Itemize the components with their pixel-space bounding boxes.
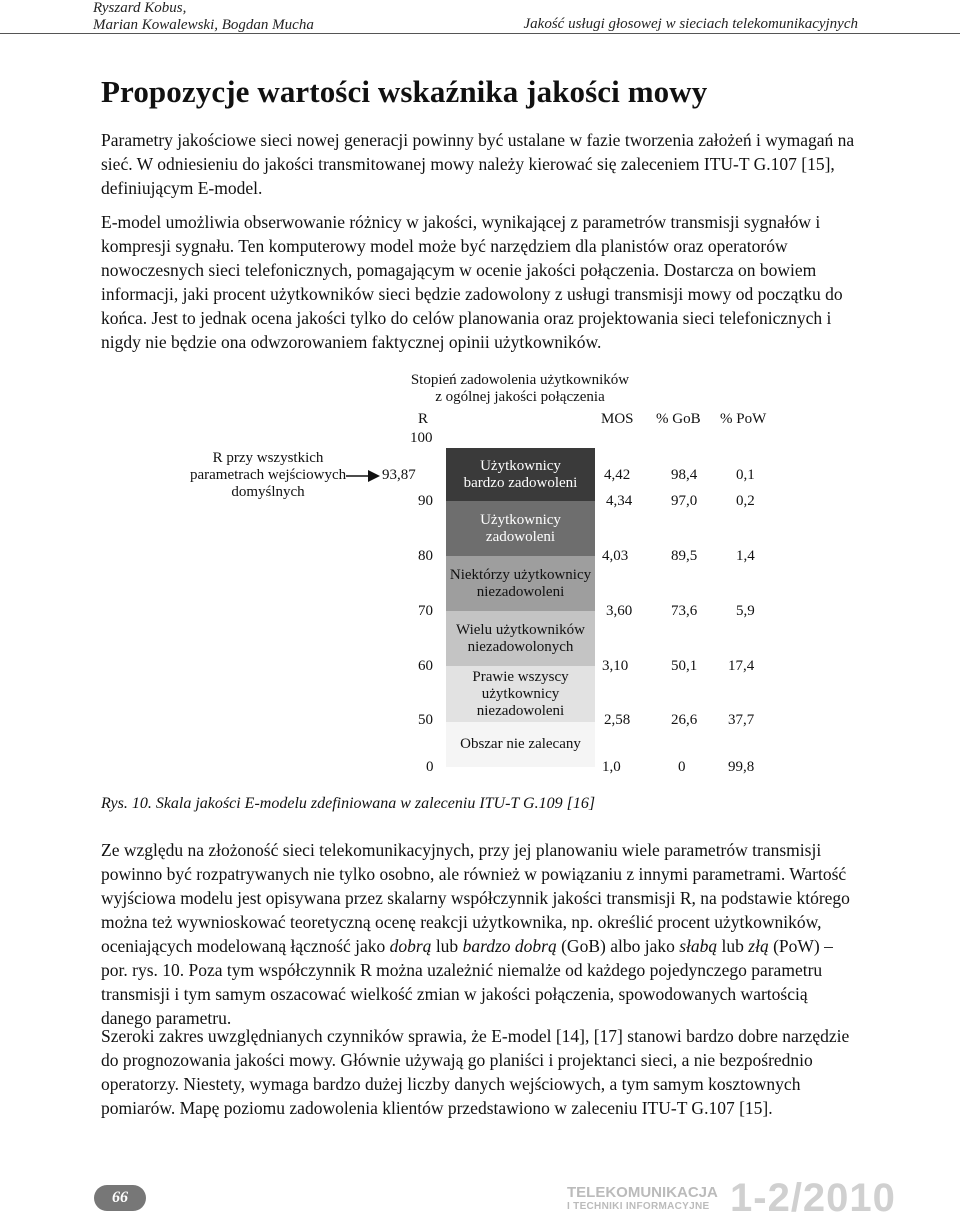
running-header-title: Jakość usługi głosowej w sieciach telekomunikacyjnych xyxy=(523,16,858,32)
journal-logo xyxy=(567,1186,718,1214)
text-run: lub xyxy=(717,936,749,956)
r-tick-80: 80 xyxy=(418,548,433,564)
r-tick-93-87: 93,87 xyxy=(382,467,416,483)
band-satisfied-line-2: zadowoleni xyxy=(485,528,556,545)
journal-name-line-1: TELEKOMUNIKACJA xyxy=(567,1184,718,1201)
default-parameters-label-line-1: R przy wszystkich xyxy=(212,450,324,466)
figure-title-line-1: Stopień zadowolenia użytkowników xyxy=(410,372,630,388)
row-gob: 50,1 xyxy=(671,658,698,674)
default-parameters-label-line-2: parametrach wejściowych xyxy=(190,467,347,483)
band-satisfied xyxy=(446,501,595,556)
band-some-dissatisfied xyxy=(446,556,595,611)
row-mos: 4,34 xyxy=(606,493,633,509)
row-pow: 0,2 xyxy=(736,493,755,509)
default-parameters-label-line-3: domyślnych xyxy=(231,484,305,500)
row-gob: 98,4 xyxy=(671,467,698,483)
row-gob: 89,5 xyxy=(671,548,698,564)
row-gob: 26,6 xyxy=(671,712,698,728)
row-pow: 5,9 xyxy=(736,603,755,619)
paragraph-3-text xyxy=(101,838,861,1030)
row-mos: 4,03 xyxy=(602,548,629,564)
row-mos: 4,42 xyxy=(604,467,631,483)
band-many-dissatisfied-line-2: niezadowolonych xyxy=(467,638,574,655)
paragraph-1-text: Parametry jakościowe sieci nowej generacji powinny być ustalane w fazie tworzenia założeń i wymagań na sieć. W odniesieniu do jakości transmitowanej mowy należy kierować się zaleceniem ITU-T G.107 [15], definiującym E-model. xyxy=(101,130,855,198)
paragraph-4-text: Szeroki zakres uwzględnianych czynników sprawia, że E-model [14], [17] stanowi bardzo dobre narzędzie do prognozowania jakości mowy. Głównie używają go planiści i projektanci sieci, a nie bezpośrednio operatorzy. Niestety, wymaga bardzo dużej liczby danych wejściowych, a tym samym kosztownych pomiarów. Mapę poziomu zadowolenia klientów przedstawiono w zaleceniu ITU-T G.107 [15]. xyxy=(101,1026,850,1118)
figure-title-line-2: z ogólnej jakości połączenia xyxy=(435,389,605,405)
band-some-dissatisfied-line-1: Niektórzy użytkownicy xyxy=(449,566,592,583)
r-tick-60: 60 xyxy=(418,658,433,674)
emphasis-bad: złą xyxy=(748,936,769,956)
r-tick-70: 70 xyxy=(418,603,433,619)
r-tick-90: 90 xyxy=(418,493,433,509)
row-pow: 99,8 xyxy=(728,759,755,775)
band-not-recommended-line-1: Obszar nie zalecany xyxy=(460,736,581,752)
header-author-line-2: Marian Kowalewski, Bogdan Mucha xyxy=(93,17,314,33)
band-very-satisfied-line-2: bardzo zadowoleni xyxy=(463,474,578,491)
column-header-mos: MOS xyxy=(601,411,634,427)
band-satisfied-line-1: Użytkownicy xyxy=(480,511,561,528)
band-very-satisfied-line-1: Użytkownicy xyxy=(480,457,561,474)
figure-caption: Rys. 10. Skala jakości E-modelu zdefiniowana w zaleceniu ITU-T G.109 [16] xyxy=(101,795,596,812)
row-gob: 97,0 xyxy=(671,493,698,509)
band-many-dissatisfied xyxy=(446,611,595,666)
emphasis-very-good: bardzo dobrą xyxy=(462,936,557,956)
text-run: Ze względu na złożoność sieci telekomunikacyjnych, przy jej planowaniu wiele parametrów transmisji powinno być rozpatrywanych nie tylko osobno, ale również w powiązaniu z innymi parametrami. Wartość wyjściowa modelu jest opisywana przez skalarny współczynnik jakości transmisji R, na podstawie którego można też wywnioskować teoretyczną ocenę reakcji użytkownika, np. określić procent użytkowników, oceniających modelowaną łączność jako xyxy=(101,840,850,956)
band-not-recommended xyxy=(446,722,595,767)
row-pow: 37,7 xyxy=(728,712,755,728)
default-parameters-label xyxy=(190,450,346,501)
row-mos: 3,60 xyxy=(606,603,633,619)
r-tick-0: 0 xyxy=(426,759,434,775)
band-nearly-all-dissatisfied-line-1: Prawie wszyscy xyxy=(472,668,569,685)
band-very-satisfied xyxy=(446,448,595,501)
row-pow: 1,4 xyxy=(736,548,755,564)
row-gob: 0 xyxy=(678,759,686,775)
band-nearly-all-dissatisfied-line-3: niezadowoleni xyxy=(476,702,565,719)
row-mos: 2,58 xyxy=(604,712,631,728)
band-nearly-all-dissatisfied xyxy=(446,666,595,722)
band-many-dissatisfied-line-1: Wielu użytkowników xyxy=(456,621,585,638)
text-run: lub xyxy=(431,936,463,956)
header-author-line-1: Ryszard Kobus, xyxy=(93,0,187,16)
row-pow: 17,4 xyxy=(728,658,755,674)
r-tick-50: 50 xyxy=(418,712,433,728)
arrow-right-icon xyxy=(346,468,380,484)
r-tick-100: 100 xyxy=(410,430,433,446)
emphasis-poor: słabą xyxy=(679,936,718,956)
paragraph-2-text: E-model umożliwia obserwowanie różnicy w jakości, wynikającej z parametrów transmisji sygnałów i kompresji sygnału. Ten komputerowy model może być narzędziem dla planistów oraz operatorów nowoczesnych sieci telefonicznych, pomagającym w ocenie jakości połączenia. Dostarcza on bowiem informacji, jaki procent użytkowników sieci będzie zadowolony z usługi transmisji mowy od początku do końca. Jest to jednak ocena jakości tylko do celów planowania oraz projektowania sieci telefonicznych i nigdy nie będzie ona odwzorowaniem faktycznej opinii użytkowników. xyxy=(101,212,843,352)
text-run: (PoW) – por. rys. 10. Poza tym współczynnik R można uzależnić niemalże od każdego pojedynczego parametru transmisji i tym samym oszacować wielkość zmian w jakości połączenia, spowodowanych wartością danego parametru. xyxy=(101,936,833,1028)
paragraph-4 xyxy=(101,1024,861,1120)
journal-name-line-2: I TECHNIKI INFORMACYJNE xyxy=(567,1201,710,1212)
row-pow: 0,1 xyxy=(736,467,755,483)
column-header-gob: % GoB xyxy=(656,411,701,427)
row-mos: 1,0 xyxy=(602,759,621,775)
page-number-badge: 66 xyxy=(94,1185,146,1211)
band-nearly-all-dissatisfied-line-2: użytkownicy xyxy=(481,685,560,702)
row-mos: 3,10 xyxy=(602,658,629,674)
emphasis-good: dobrą xyxy=(389,936,432,956)
section-heading: Propozycje wartości wskaźnika jakości mowy xyxy=(101,74,708,109)
figure-title xyxy=(400,372,640,406)
text-run: (GoB) albo jako xyxy=(556,936,680,956)
column-header-r: R xyxy=(418,411,429,427)
band-some-dissatisfied-line-2: niezadowoleni xyxy=(476,583,565,600)
paragraph-3 xyxy=(101,838,861,1030)
row-gob: 73,6 xyxy=(671,603,698,619)
column-header-pow: % PoW xyxy=(720,411,767,427)
issue-number: 1-2/2010 xyxy=(730,1176,896,1220)
